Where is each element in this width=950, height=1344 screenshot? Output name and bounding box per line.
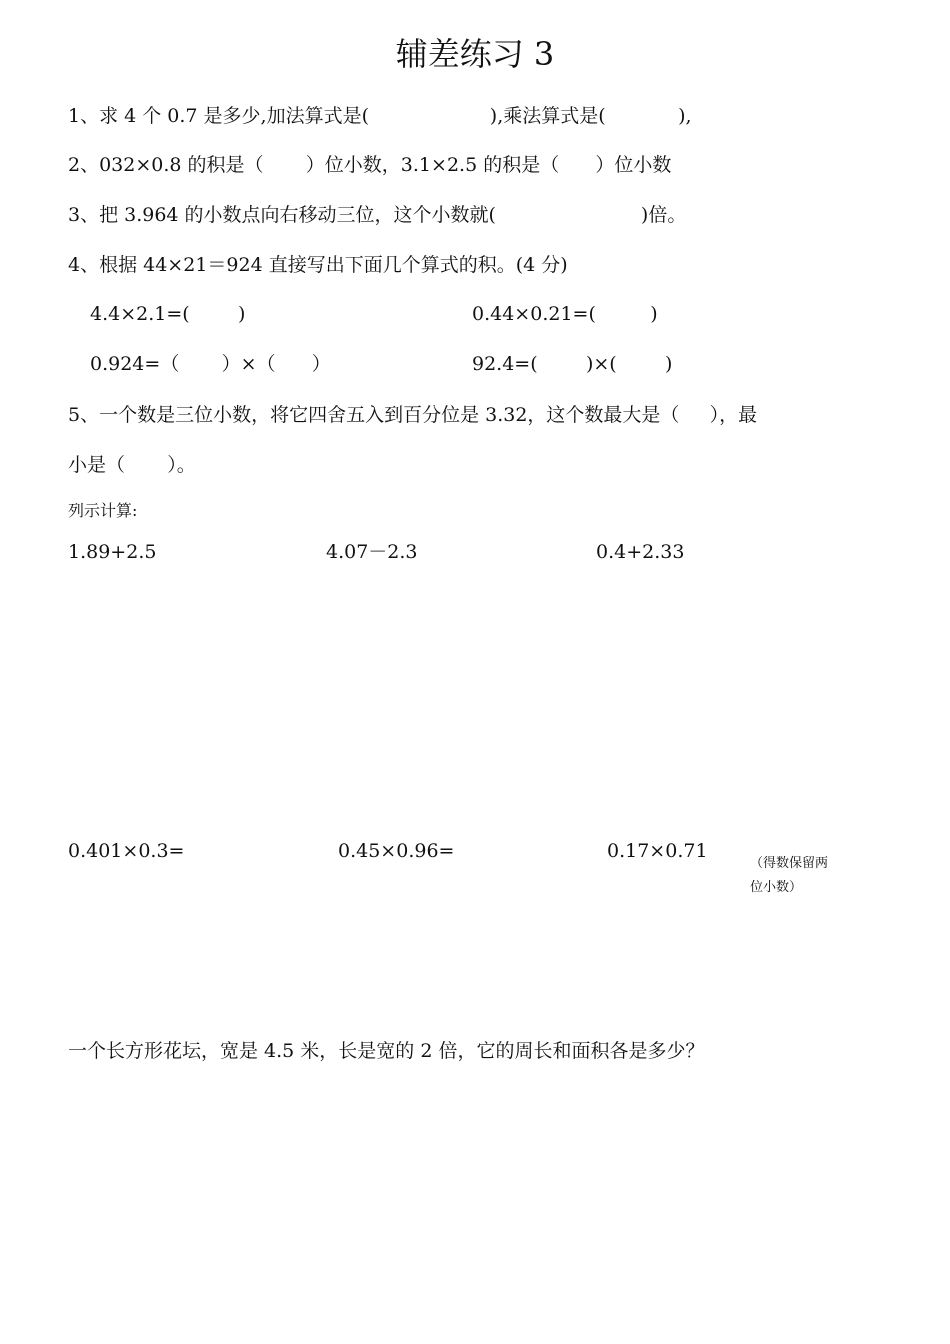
calc-expr-4: 0.401×0.3= bbox=[68, 840, 185, 862]
question-4: 4、根据 44×21＝924 直接写出下面几个算式的积。(4 分) bbox=[68, 254, 568, 276]
question-5-line-2: 小是（ ）。 bbox=[68, 454, 196, 476]
calc-expr-2: 4.07－2.3 bbox=[326, 541, 418, 563]
question-2: 2、032×0.8 的积是（ ）位小数，3.1×2.5 的积是（ ）位小数 bbox=[68, 154, 672, 176]
question-3: 3、把 3.964 的小数点向右移动三位，这个小数就( )倍。 bbox=[68, 204, 687, 226]
question-5-line-1: 5、一个数是三位小数，将它四舍五入到百分位是 3.32，这个数最大是（ ），最 bbox=[68, 404, 758, 426]
word-problem: 一个长方形花坛，宽是 4.5 米，长是宽的 2 倍，它的周长和面积各是多少？ bbox=[68, 1040, 705, 1062]
calc-expr-6: 0.17×0.71 bbox=[607, 840, 708, 862]
calc-heading: 列示计算: bbox=[68, 501, 138, 520]
question-4-item-4: 92.4=( )×( ) bbox=[472, 353, 673, 375]
calc-expr-3: 0.4+2.33 bbox=[596, 541, 685, 563]
page-title: 辅差练习 3 bbox=[395, 35, 555, 73]
question-4-item-1: 4.4×2.1=( ) bbox=[90, 303, 246, 325]
question-1: 1、求 4 个 0.7 是多少,加法算式是( ),乘法算式是( ), bbox=[68, 105, 692, 127]
calc-expr-5: 0.45×0.96= bbox=[338, 840, 455, 862]
rounding-note: （得数保留两位小数） bbox=[750, 856, 829, 896]
question-4-item-3: 0.924=（ ）×（ ） bbox=[90, 353, 331, 375]
question-4-item-2: 0.44×0.21=( ) bbox=[472, 303, 658, 325]
calc-expr-1: 1.89+2.5 bbox=[68, 541, 157, 563]
